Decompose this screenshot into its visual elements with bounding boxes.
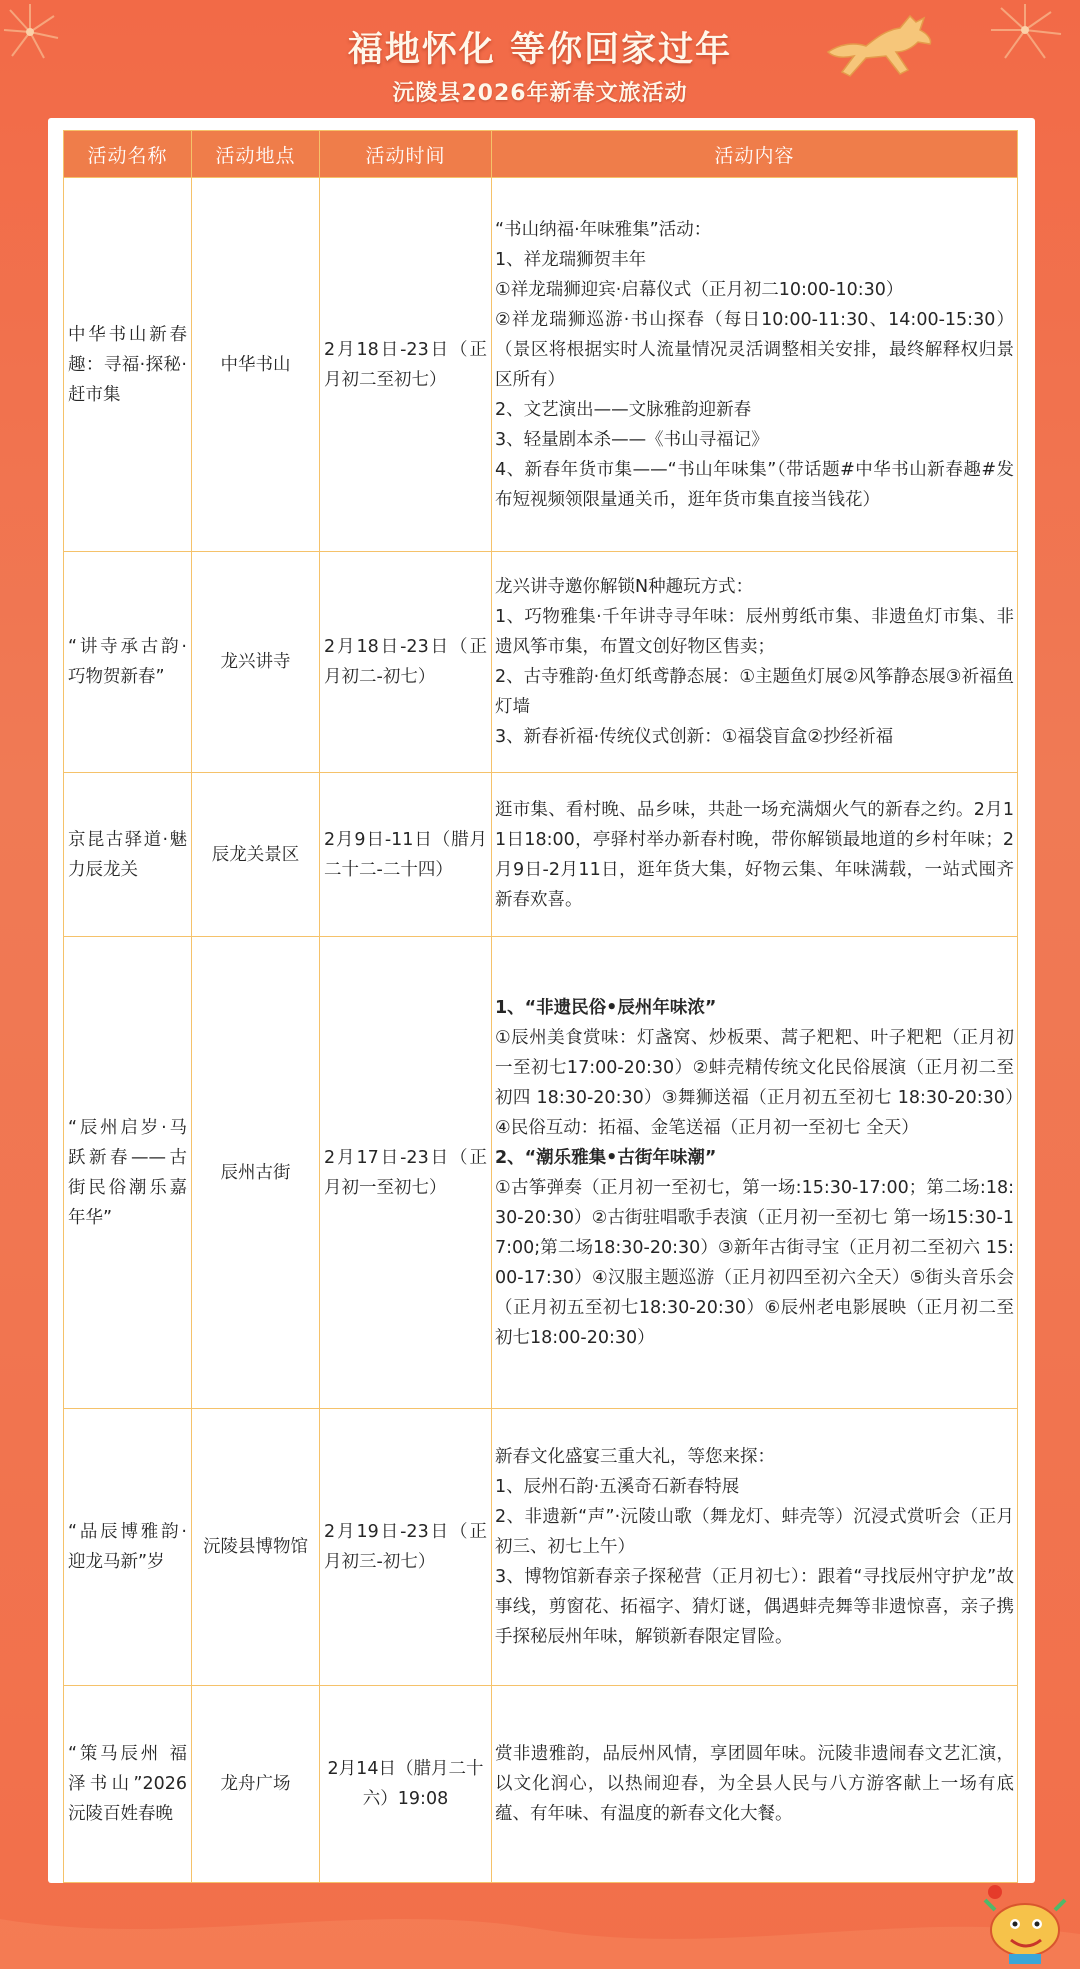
content-line: 新春文化盛宴三重大礼，等您来探： [495,1447,775,1467]
content-line: 2、古寺雅韵·鱼灯纸鸢静态展：①主题鱼灯展②风筝静态展③祈福鱼灯墙 [495,667,1014,717]
activity-location: 辰州古街 [192,937,320,1409]
activity-location: 龙兴讲寺 [192,552,320,773]
table-row [64,1409,1018,1686]
content-line: 2、非遗新“声”·沅陵山歌（舞龙灯、蚌壳等）沉浸式赏听会（正月初三、初七上午） [495,1507,1014,1557]
content-line: 2、文艺演出——文脉雅韵迎新春 [495,399,752,420]
activity-location: 沅陵县博物馆 [192,1409,320,1686]
content-line: 4、新春年货市集——“书山年味集”（带话题#中华书山新春趣#发布短视频领限量通关币，逛年货市集直接当钱花） [495,459,1014,510]
content-line: 1、辰州石韵·五溪奇石新春特展 [495,1477,740,1497]
content-line: 1、祥龙瑞狮贺丰年 [495,249,647,270]
activity-location: 中华书山 [192,178,320,552]
content-line: “书山纳福·年味雅集”活动： [495,219,712,240]
content-heading: 2、“潮乐雅集•古街年味潮” [495,1147,717,1168]
content-line: 3、轻量剧本杀——《书山寻福记》 [495,429,769,450]
activity-content [492,1686,1018,1883]
activity-name: “讲寺承古韵·巧物贺新春” [64,552,192,773]
activity-content [492,552,1018,773]
schedule-panel [48,118,1035,1883]
column-header-name: 活动名称 [64,131,192,178]
column-header-content: 活动内容 [492,131,1018,178]
table-row [64,1686,1018,1883]
activity-table [63,130,1018,1883]
activity-location: 辰龙关景区 [192,773,320,937]
table-row [64,773,1018,937]
activity-time: 2月18日-23日（正月初二-初七） [320,552,492,773]
content-line: 3、新春祈福·传统仪式创新：①福袋盲盒②抄经祈福 [495,727,894,747]
activity-name: “辰州启岁·马跃新春——古街民俗潮乐嘉年华” [64,937,192,1409]
content-line: ①辰州美食赏味：灯盏窝、炒板栗、蒿子粑粑、叶子粑粑（正月初一至初七17:00-20:30）②蚌壳精传统文化民俗展演（正月初二至初四 18:30-20:30）③舞狮送福（正月初五至初七 18:30-20:30）④民俗互动：拓福、金笔送福（正月初一至初七 全天） [495,1027,1014,1138]
dragon-mascot-icon [975,1880,1075,1966]
page-subtitle: 沅陵县2026年新春文旅活动 [392,81,688,106]
content-line: ①古筝弹奏（正月初一至初七，第一场:15:30-17:00；第二场:18:30-20:30）②古街驻唱歌手表演（正月初一至初七 第一场15:30-17:00;第二场18:30-20:30）③新年古街寻宝（正月初二至初六 15:00-17:30）④汉服主题巡游（正月初四至初六全天）⑤街头音乐会（正月初五至初七18:30-20:30）⑥辰州老电影展映（正月初二至初七18:00-20:30） [495,1177,1014,1348]
activity-time: 2月18日-23日（正月初二至初七） [320,178,492,552]
table-row [64,178,1018,552]
table-row [64,552,1018,773]
activity-time: 2月9日-11日（腊月二十二-二十四） [320,773,492,937]
activity-content [492,937,1018,1409]
table-header-row [64,131,1018,178]
bottom-wave-decoration [0,1879,1080,1969]
column-header-location: 活动地点 [192,131,320,178]
content-heading: 1、“非遗民俗•辰州年味浓” [495,997,717,1018]
activity-location: 龙舟广场 [192,1686,320,1883]
activity-time: 2月19日-23日（正月初三-初七） [320,1409,492,1686]
activity-name: 中华书山新春趣：寻福·探秘·赶市集 [64,178,192,552]
content-line: 赏非遗雅韵，品辰州风情，享团圆年味。沅陵非遗闹春文艺汇演，以文化润心，以热闹迎春，为全县人民与八方游客献上一场有底蕴、有年味、有温度的新春文化大餐。 [495,1744,1014,1824]
activity-time: 2月14日（腊月二十六）19:08 [320,1686,492,1883]
content-line: ②祥龙瑞狮巡游·书山探春（每日10:00-11:30、14:00-15:30）（景区将根据实时人流量情况灵活调整相关安排，最终解释权归景区所有） [495,309,1014,390]
column-header-time: 活动时间 [320,131,492,178]
activity-content [492,1409,1018,1686]
content-line: 1、巧物雅集·千年讲寺寻年味：辰州剪纸市集、非遗鱼灯市集、非遗风筝市集，布置文创好物区售卖； [495,607,1014,657]
activity-content [492,178,1018,552]
activity-name: 京昆古驿道·魅力辰龙关 [64,773,192,937]
header-banner [0,0,1080,118]
page-title: 福地怀化 等你回家过年 [347,30,733,70]
content-line: 逛市集、看村晚、品乡味，共赴一场充满烟火气的新春之约。2月11日18:00，亭驿村举办新春村晚，带你解锁最地道的乡村年味；2月9日-2月11日，逛年货大集，好物云集、年味满载，一站式囤齐新春欢喜。 [495,799,1014,910]
content-line: ①祥龙瑞狮迎宾·启幕仪式（正月初二10:00-10:30） [495,279,904,300]
activity-time: 2月17日-23日（正月初一至初七） [320,937,492,1409]
table-row [64,937,1018,1409]
activity-name: “策马辰州 福泽书山”2026沅陵百姓春晚 [64,1686,192,1883]
activity-name: “品辰博雅韵·迎龙马新”岁 [64,1409,192,1686]
content-line: 3、博物馆新春亲子探秘营（正月初七）：跟着“寻找辰州守护龙”故事线，剪窗花、拓福字、猜灯谜，偶遇蚌壳舞等非遗惊喜，亲子携手探秘辰州年味，解锁新春限定冒险。 [495,1567,1014,1647]
activity-content [492,773,1018,937]
content-line: 龙兴讲寺邀你解锁N种趣玩方式： [495,577,754,597]
